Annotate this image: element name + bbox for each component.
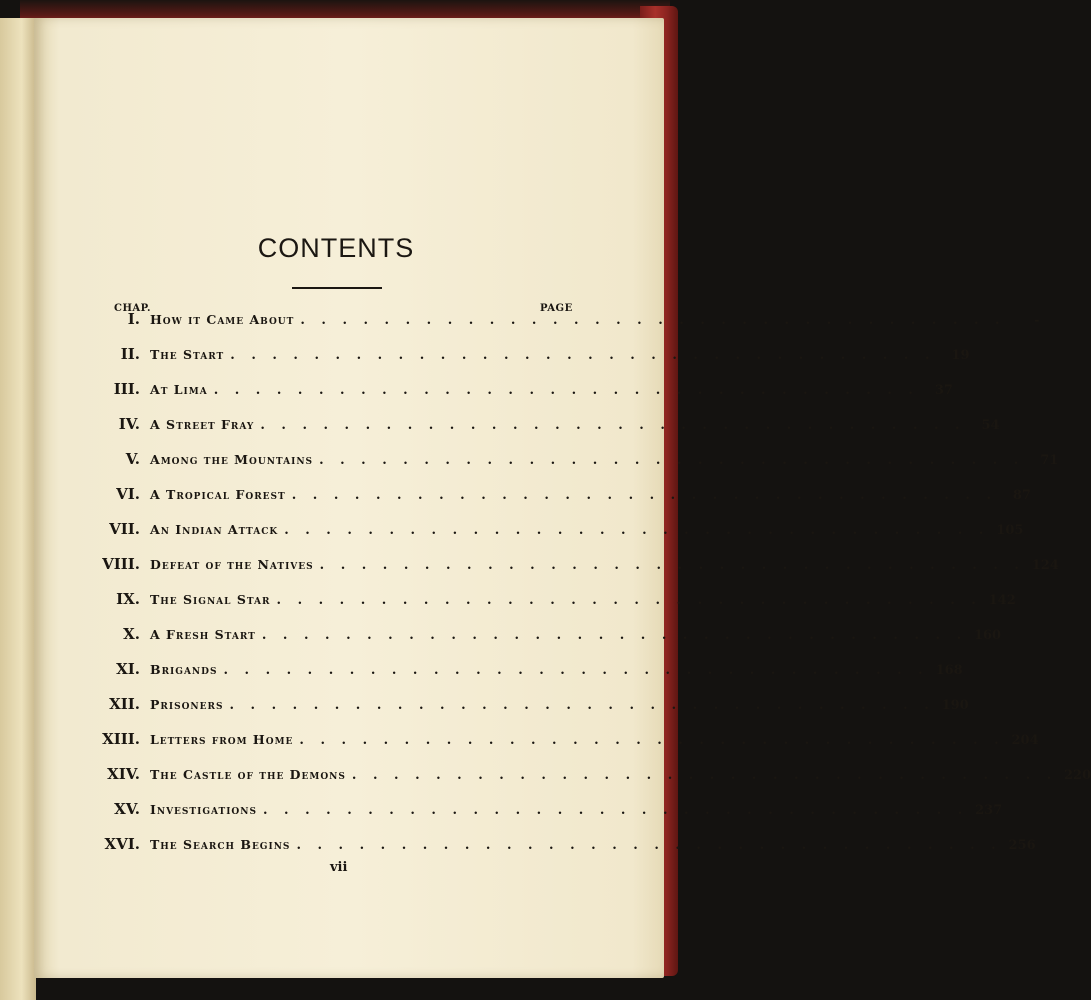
dot-leader: . . . . . . . . . . . . . . . . . . . . . . . . . . . . . . . . . . bbox=[229, 698, 935, 713]
chapter-title: A Street Fray bbox=[150, 417, 255, 432]
toc-row bbox=[96, 415, 1000, 445]
chapter-number: VI. bbox=[116, 485, 140, 503]
chapter-title: Brigands bbox=[150, 662, 218, 677]
page-number: 256 bbox=[1008, 838, 1036, 853]
dot-leader: . . . . . . . . . . . . . . . . . . . . . . . . . . . . . . . . . . bbox=[300, 313, 1006, 328]
page-column-header: PAGE bbox=[540, 303, 573, 314]
dot-leader: . . . . . . . . . . . . . . . . . . . . . . . . . . . . . . . . . . bbox=[284, 523, 990, 538]
chapter-title: A Fresh Start bbox=[150, 627, 256, 642]
chapter-number: XI. bbox=[116, 660, 140, 678]
dot-leader: . . . . . . . . . . . . . . . . . . . . . . . . . . . . . . . . . . bbox=[296, 838, 1002, 853]
toc-row bbox=[96, 345, 970, 375]
dot-leader: . . . . . . . . . . . . . . . . . . . . . . . . . . . . . . . . . . bbox=[213, 383, 919, 398]
page-number: 87 bbox=[1012, 488, 1031, 503]
chapter-number: I. bbox=[127, 310, 140, 328]
toc-row bbox=[96, 800, 1003, 830]
chapter-title: Prisoners bbox=[150, 697, 224, 712]
chapter-title: At Lima bbox=[150, 382, 208, 397]
chapter-title: Investigations bbox=[150, 802, 257, 817]
chapter-number: XII. bbox=[109, 695, 140, 713]
dot-leader: . . . . . . . . . . . . . . . . . . . . . . . . . . . . . . . . . . bbox=[223, 663, 929, 678]
toc-row bbox=[96, 590, 1016, 620]
toc-row bbox=[96, 660, 963, 690]
page-folio: vii bbox=[330, 860, 348, 875]
chapter-number: V. bbox=[125, 450, 140, 468]
dot-leader: . . . . . . . . . . . . . . . . . . . . . . . . . . . . . . . . . . bbox=[319, 453, 1025, 468]
page-number: 142 bbox=[988, 593, 1016, 608]
chapter-number: XVI. bbox=[104, 835, 140, 853]
page-number: 105 bbox=[996, 523, 1024, 538]
toc-row bbox=[96, 520, 1024, 550]
chapter-title: Defeat of the Natives bbox=[150, 557, 314, 572]
chapter-title: How it Came About bbox=[150, 312, 295, 327]
chapter-number: VIII. bbox=[102, 555, 140, 573]
dot-leader: . . . . . . . . . . . . . . . . . . . . . . . . . . . . . . . . . . bbox=[261, 628, 968, 643]
page-number: 168 bbox=[935, 663, 963, 678]
chapter-number: IX. bbox=[116, 590, 140, 608]
toc-row bbox=[96, 485, 1031, 515]
page-number: 237 bbox=[975, 803, 1003, 818]
chapter-number: VII. bbox=[109, 520, 140, 538]
chapter-number: II. bbox=[120, 345, 140, 363]
toc-row bbox=[96, 730, 1039, 760]
page-number: 37 bbox=[934, 383, 953, 398]
toc-row bbox=[96, 380, 953, 410]
toc-row bbox=[96, 625, 1002, 655]
page-number: 220 bbox=[1064, 768, 1091, 783]
chapter-title: A Tropical Forest bbox=[150, 487, 286, 502]
dot-leader: . . . . . . . . . . . . . . . . . . . . . . . . . . . . . . . . . . bbox=[262, 803, 969, 818]
chapter-title: Letters from Home bbox=[150, 732, 294, 747]
chapter-number: X. bbox=[123, 625, 140, 643]
page-number: 160 bbox=[973, 628, 1002, 643]
toc-row bbox=[96, 555, 1059, 585]
chapter-title: The Search Begins bbox=[150, 837, 291, 852]
toc-row bbox=[96, 765, 1091, 795]
dot-leader: . . . . . . . . . . . . . . . . . . . . . . . . . . . . . . . . . . bbox=[230, 348, 936, 363]
title-rule bbox=[292, 287, 382, 289]
toc-row bbox=[96, 310, 1040, 340]
toc-row bbox=[96, 450, 1059, 480]
dot-leader: . . . . . . . . . . . . . . . . . . . . . . . . . . . . . . . . . . bbox=[291, 488, 997, 503]
chapter-number: XV. bbox=[114, 800, 140, 818]
chapter-title: The Signal Star bbox=[150, 592, 271, 607]
page-number: 19 bbox=[951, 348, 970, 363]
dot-leader: . . . . . . . . . . . . . . . . . . . . . . . . . . . . . . . . . . bbox=[351, 768, 1058, 783]
page-number: 204 bbox=[1011, 733, 1039, 748]
dot-leader: . . . . . . . . . . . . . . . . . . . . . . . . . . . . . . . . . . bbox=[319, 558, 1025, 573]
chapter-title: An Indian Attack bbox=[150, 522, 279, 537]
toc-row bbox=[96, 695, 969, 725]
dot-leader: . . . . . . . . . . . . . . . . . . . . . . . . . . . . . . . . . . bbox=[276, 593, 982, 608]
page-number: 190 bbox=[941, 698, 969, 713]
chapter-column-header: CHAP. bbox=[114, 303, 152, 314]
chapter-number: III. bbox=[113, 380, 140, 398]
chapter-number: IV. bbox=[118, 415, 140, 433]
page-number: 124 bbox=[1031, 558, 1059, 573]
dot-leader: . . . . . . . . . . . . . . . . . . . . . . . . . . . . . . . . . . bbox=[299, 733, 1005, 748]
chapter-title: The Start bbox=[150, 347, 225, 362]
page-number: 71 bbox=[1040, 453, 1059, 468]
chapter-title: The Castle of the Demons bbox=[150, 767, 346, 782]
chapter-number: XIV. bbox=[107, 765, 140, 783]
facing-page-edge bbox=[0, 18, 36, 1000]
page-number: 54 bbox=[981, 418, 1000, 433]
chapter-number: XIII. bbox=[102, 730, 140, 748]
dot-leader: . . . . . . . . . . . . . . . . . . . . . . . . . . . . . . . . . . bbox=[260, 418, 966, 433]
page-title: CONTENTS bbox=[257, 233, 415, 263]
page-number: - bbox=[1034, 313, 1040, 328]
chapter-title: Among the Mountains bbox=[150, 452, 314, 467]
